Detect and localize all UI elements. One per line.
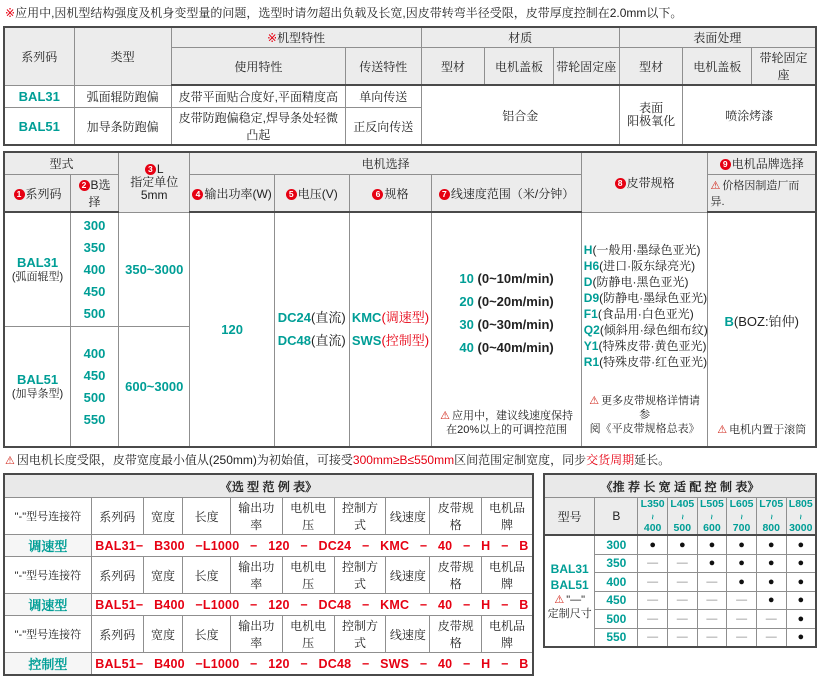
circled-4-icon: 4 (192, 189, 203, 200)
header-series: 1 系列码 (4, 175, 71, 213)
model-type-label: 控制型 (4, 653, 91, 676)
availability-cell: ● (638, 535, 668, 554)
voltage-header: 电机电压 (282, 557, 334, 594)
model-type-label: 调速型 (4, 535, 91, 557)
width-header: 宽度 (143, 498, 183, 535)
warning-icon: ⚠ (717, 423, 728, 436)
availability-cell: — (638, 573, 668, 592)
circled-3-icon: 3 (145, 164, 156, 175)
speed-option: 20 (0~20m/min) (459, 294, 554, 309)
belt-header: 皮带规格 (430, 616, 482, 653)
belt-option: F1(食品用·白色亚光) (583, 306, 694, 321)
availability-cell: ● (786, 610, 816, 629)
availability-cell: — (667, 591, 697, 610)
speed-option: 40 (0~40m/min) (459, 340, 554, 355)
example-model-code: BAL51− B400 −L1000 − 120 − DC48 − SWS − 40 − H − B (91, 653, 533, 676)
header-motor-selection: 电机选择 (190, 152, 581, 175)
width-header: 宽度 (143, 557, 183, 594)
availability-cell: — (667, 554, 697, 573)
circled-9-icon: 9 (720, 159, 731, 170)
width-limit-note: ⚠ 因电机长度受限，皮带宽度最小值从(250mm)为初始值，可接受300mm≥B≤550mm区间范围定制宽度，同步交货周期延长。 (5, 453, 671, 467)
length-header: 长度 (183, 616, 231, 653)
availability-cell: ● (697, 554, 727, 573)
belt-note: ⚠ 更多皮带规格详情请参 阅《平皮带规格总表》 (589, 395, 701, 436)
connector-header: "-"型号连接符 (4, 616, 91, 653)
transfer-cell: 单向传送 (346, 85, 422, 108)
model-cell-bal51: BAL51 (加导条型) (4, 327, 71, 448)
belt-option: H6(进口·阪东绿亮光) (583, 258, 696, 273)
circled-2-icon: 2 (79, 180, 90, 191)
example-code-row (4, 535, 533, 557)
availability-cell: ● (727, 554, 757, 573)
series-code-bal31: BAL31 (4, 85, 74, 108)
header-output-power: 4 输出功率(W) (190, 175, 274, 213)
fit-model-cell: BAL31 BAL51 ⚠ "—" 定制尺寸 (544, 535, 595, 647)
b-column-header: B (595, 498, 638, 536)
availability-cell: — (638, 628, 668, 647)
belt-option: R1(特殊皮带·红色亚光) (583, 354, 708, 369)
voltage-header: 电机电压 (282, 616, 334, 653)
fit-table-title: 《推 荐 长 宽 适 配 控 制 表》 (544, 474, 816, 498)
availability-cell: — (638, 610, 668, 629)
bal31-row (4, 212, 816, 327)
availability-cell: ● (786, 573, 816, 592)
belt-option: D9(防静电·墨绿色亚光) (583, 290, 708, 305)
asterisk-mark: ※ (5, 6, 16, 20)
availability-cell: ● (786, 554, 816, 573)
length-header: 长度 (183, 498, 231, 535)
voltage-cell: DC24(直流) DC48(直流) (274, 212, 349, 447)
example-code-row (4, 653, 533, 676)
availability-cell: ● (697, 535, 727, 554)
header-motor-cover: 电机盖板 (683, 48, 751, 86)
series-header: 系列码 (91, 498, 143, 535)
availability-cell: — (697, 573, 727, 592)
availability-cell: ● (727, 573, 757, 592)
speed-header: 线速度 (386, 616, 430, 653)
availability-cell: ● (756, 573, 786, 592)
availability-cell: — (697, 628, 727, 647)
brand-header: 电机品牌 (482, 498, 533, 535)
selection-example-table (3, 473, 534, 676)
output-power-cell: 120 (190, 212, 274, 447)
example-header-row (4, 616, 533, 653)
belt-spec-cell (581, 212, 708, 447)
availability-cell: ● (756, 535, 786, 554)
length-header: 长度 (183, 557, 231, 594)
model-column-header: 型号 (544, 498, 595, 536)
top-note (3, 4, 817, 26)
b-options-bal31: 300 350 400 450 500 (71, 212, 119, 327)
availability-cell: ● (667, 535, 697, 554)
control-header: 控制方式 (334, 498, 386, 535)
spec-cell: KMC(调速型) SWS(控制型) (349, 212, 432, 447)
header-profile: 型材 (619, 48, 683, 86)
motor-brand-cell: B(BOZ:铂仲) ⚠ 电机内置于滚筒 (708, 212, 816, 447)
model-cell-bal31: BAL31 (弧面辊型) (4, 212, 71, 327)
connector-header: "-"型号连接符 (4, 498, 91, 535)
fit-row (544, 535, 816, 554)
warning-icon: ⚠ (710, 180, 721, 192)
use-feature-cell: 皮带平面贴合度好,平面精度高 (171, 85, 345, 108)
bottom-tables (3, 473, 817, 676)
l-range-bal51: 600~3000 (118, 327, 189, 448)
belt-option: Q2(倾斜用·绿色细布纹) (583, 322, 708, 337)
availability-cell: — (727, 610, 757, 629)
voltage-header: 电机电压 (282, 498, 334, 535)
example-model-code: BAL31− B300 −L1000 − 120 − DC24 − KMC − 40 − H − B (91, 535, 533, 557)
circled-6-icon: 6 (372, 189, 383, 200)
example-table-title: 《选 型 范 例 表》 (4, 474, 533, 498)
availability-cell: ● (756, 554, 786, 573)
series-code-bal51: BAL51 (4, 108, 74, 146)
availability-cell: — (638, 554, 668, 573)
l-range-header: L605 ~ 700 (727, 498, 757, 536)
l-range-header: L705 ~ 800 (756, 498, 786, 536)
speed-option: 30 (0~30m/min) (459, 317, 554, 332)
availability-cell: ● (786, 591, 816, 610)
header-profile: 型材 (421, 48, 485, 86)
use-feature-cell: 皮带防跑偏稳定,焊导条处轻微凸起 (171, 108, 345, 146)
l-range-header: L350 ~ 400 (638, 498, 668, 536)
warning-icon: ⚠ (589, 395, 600, 408)
b-value: 400 (595, 573, 638, 592)
asterisk-mark: ※ (267, 31, 278, 45)
header-use-feature: 使用特性 (171, 48, 345, 86)
availability-cell: — (667, 628, 697, 647)
width-header: 宽度 (143, 616, 183, 653)
model-type-label: 调速型 (4, 594, 91, 616)
speed-note: ⚠ 应用中，建议线速度保持 在20%以上的可调控范围 (440, 409, 574, 436)
availability-cell: — (756, 628, 786, 647)
brand-note: ⚠ 电机内置于滚筒 (717, 423, 807, 436)
series-header: 系列码 (91, 557, 143, 594)
circled-5-icon: 5 (286, 189, 297, 200)
belt-header: 皮带规格 (430, 557, 482, 594)
header-machine-features: ※机型特性 (171, 27, 421, 48)
availability-cell: ● (786, 628, 816, 647)
l-range-header: L805 ~ 3000 (786, 498, 816, 536)
l-range-header: L405 ~ 500 (667, 498, 697, 536)
header-line-speed: 7 线速度范围（米/分钟） (432, 175, 581, 213)
surface-profile-cell: 表面 阳极氧化 (619, 85, 683, 145)
availability-cell: — (638, 591, 668, 610)
type-cell: 弧面辊防跑偏 (74, 85, 171, 108)
type-cell: 加导条防跑偏 (74, 108, 171, 146)
warning-icon: ⚠ (554, 594, 565, 606)
header-motor-brand: 9 电机品牌选择 (708, 152, 816, 175)
length-width-fit-table (543, 473, 817, 648)
header-length: 3 L 指定单位5mm (118, 152, 189, 212)
power-header: 输出功率 (230, 498, 282, 535)
example-model-code: BAL51− B400 −L1000 − 120 − DC48 − KMC − 40 − H − B (91, 594, 533, 616)
b-value: 550 (595, 628, 638, 647)
top-note-text: 应用中,因机型结构强度及机身变型量的问题，选型时请勿超出负载及长宽,因皮带转弯半径受限，皮带厚度控制在2.0mm以下。 (15, 6, 683, 20)
availability-cell: — (727, 628, 757, 647)
example-code-row (4, 594, 533, 616)
belt-option: D(防静电·黑色亚光) (583, 274, 689, 289)
brand-header: 电机品牌 (482, 557, 533, 594)
availability-cell: — (697, 610, 727, 629)
b-value: 450 (595, 591, 638, 610)
power-header: 输出功率 (230, 557, 282, 594)
availability-cell: — (667, 610, 697, 629)
availability-cell: — (756, 610, 786, 629)
transfer-cell: 正反向传送 (346, 108, 422, 146)
header-surface-treatment: 表面处理 (619, 27, 816, 48)
belt-option: H(一般用·墨绿色亚光) (583, 242, 701, 257)
example-header-row (4, 498, 533, 535)
surface-paint-cell: 喷涂烤漆 (683, 85, 816, 145)
availability-cell: — (667, 573, 697, 592)
connector-header: "-"型号连接符 (4, 557, 91, 594)
availability-cell: — (697, 591, 727, 610)
control-header: 控制方式 (334, 616, 386, 653)
example-header-row (4, 557, 533, 594)
b-value: 350 (595, 554, 638, 573)
header-model-format: 型式 (4, 152, 118, 175)
circled-7-icon: 7 (439, 189, 450, 200)
warning-icon: ⚠ (5, 455, 15, 467)
series-overview-table (3, 26, 817, 146)
header-pulley-seat: 带轮固定座 (751, 48, 816, 86)
header-series-code: 系列码 (4, 27, 74, 85)
header-spec: 6 规格 (349, 175, 432, 213)
l-range-bal31: 350~3000 (118, 212, 189, 327)
b-value: 500 (595, 610, 638, 629)
table-row (4, 85, 816, 108)
speed-header: 线速度 (386, 498, 430, 535)
availability-cell: ● (756, 591, 786, 610)
header-pulley-seat: 带轮固定座 (553, 48, 619, 86)
b-options-bal51: 400 450 500 550 (71, 327, 119, 448)
brand-header: 电机品牌 (482, 616, 533, 653)
b-value: 300 (595, 535, 638, 554)
model-selection-table (3, 151, 817, 448)
belt-option: Y1(特殊皮带·黄色亚光) (583, 338, 707, 353)
material-cell: 铝合金 (421, 85, 619, 145)
circled-1-icon: 1 (14, 189, 25, 200)
control-header: 控制方式 (334, 557, 386, 594)
warning-icon: ⚠ (440, 409, 451, 422)
availability-cell: ● (727, 535, 757, 554)
availability-cell: ● (786, 535, 816, 554)
belt-header: 皮带规格 (430, 498, 482, 535)
header-belt-spec: 8 皮带规格 (581, 152, 708, 212)
line-speed-cell (432, 212, 581, 447)
header-type: 类型 (74, 27, 171, 85)
header-motor-cover: 电机盖板 (485, 48, 553, 86)
speed-option: 10 (0~10m/min) (459, 271, 554, 286)
power-header: 输出功率 (230, 616, 282, 653)
availability-cell: — (727, 591, 757, 610)
header-voltage: 5 电压(V) (274, 175, 349, 213)
circled-8-icon: 8 (615, 178, 626, 189)
series-header: 系列码 (91, 616, 143, 653)
speed-header: 线速度 (386, 557, 430, 594)
header-material: 材质 (421, 27, 619, 48)
header-brand-note: ⚠ 价格因制造厂而异. (708, 175, 816, 213)
header-b-select: 2 B选择 (71, 175, 119, 213)
header-transfer-feature: 传送特性 (346, 48, 422, 86)
l-range-header: L505 ~ 600 (697, 498, 727, 536)
